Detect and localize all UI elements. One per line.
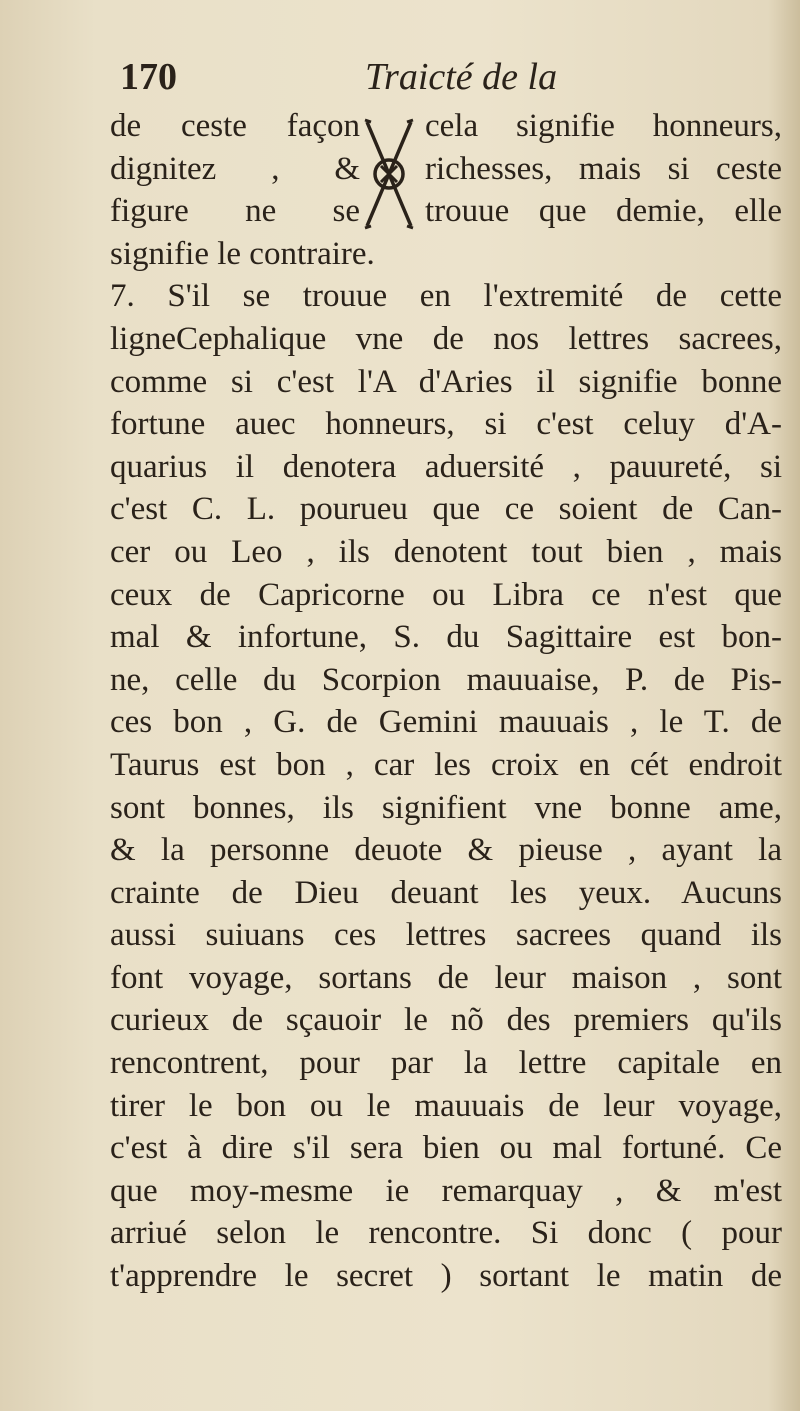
text-line: comme si c'est l'A d'Aries il signifie bonne [110, 363, 782, 400]
text-line: aussi suiuans ces lettres sacrees quand ils [110, 917, 782, 954]
text-line: & la personne deuote & pieuse , ayant la [110, 832, 782, 869]
text-line [110, 148, 782, 191]
text-line [110, 105, 782, 148]
page-number: 170 [120, 56, 177, 98]
text-line: sont bonnes, ils signifient vne bonne ame, [110, 789, 782, 826]
text-line: mal & infortune, S. du Sagittaire est bon- [110, 619, 782, 656]
text-line: ces bon , G. de Gemini mauuais , le T. de [110, 704, 782, 741]
text-fragment: richesses, mais si ceste [425, 150, 782, 187]
text-line: ceux de Capricorne ou Libra ce n'est que [110, 576, 782, 613]
text-fragment: trouue que demie, elle [425, 193, 782, 230]
text-line: cer ou Leo , ils denotent tout bien , mais [110, 533, 782, 570]
text-line: c'est à dire s'il sera bien ou mal fortuné. Ce [110, 1130, 782, 1167]
text-line: signifie le contraire. [110, 235, 375, 272]
text-line: arriué selon le rencontre. Si donc ( pour [110, 1215, 782, 1252]
text-line: rencontrent, pour par la lettre capitale en [110, 1045, 782, 1082]
text-line: 7. S'il se trouue en l'extremité de cette [110, 278, 782, 315]
text-line: curieux de sçauoir le nõ des premiers qu'ils [110, 1002, 782, 1039]
page-header [120, 52, 680, 102]
text-line: font voyage, sortans de leur maison , sont [110, 959, 782, 996]
text-line: Taurus est bon , car les croix en cét endroit [110, 746, 782, 783]
text-line: tirer le bon ou le mauuais de leur voyage, [110, 1087, 782, 1124]
running-title: Traicté de la [365, 56, 558, 98]
text-line: t'apprendre le secret ) sortant le matin de [110, 1258, 782, 1295]
text-fragment: figure ne se [110, 193, 360, 230]
text-line: crainte de Dieu deuant les yeux. Aucuns [110, 874, 782, 911]
text-line [110, 190, 782, 233]
text-fragment: dignitez , & [110, 150, 360, 187]
text-line: ligneCephalique vne de nos lettres sacrees, [110, 320, 782, 357]
text-fragment: cela signifie honneurs, [425, 108, 782, 144]
text-line: c'est C. L. pourueu que ce soient de Can- [110, 491, 782, 528]
text-line: que moy-mesme ie remarquay , & m'est [110, 1172, 782, 1209]
text-fragment: de ceste façon [110, 108, 360, 144]
text-line: fortune auec honneurs, si c'est celuy d'A- [110, 406, 782, 443]
page-body [110, 105, 782, 1298]
text-line: ne, celle du Scorpion mauuaise, P. de Pis- [110, 661, 782, 698]
text-line: quarius il denotera aduersité , pauureté, si [110, 448, 782, 485]
